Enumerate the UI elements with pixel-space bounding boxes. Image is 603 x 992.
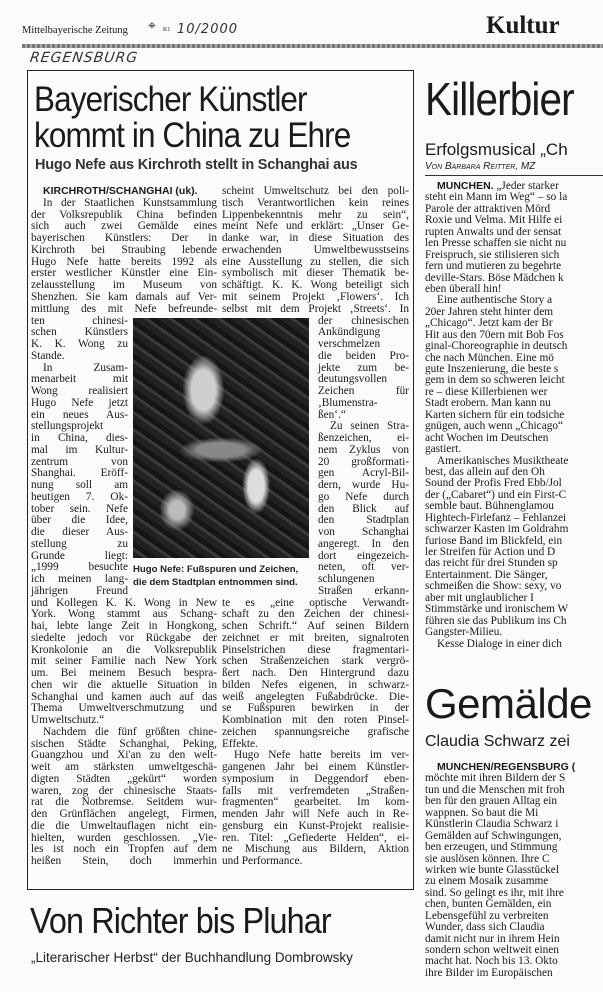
text-line: „1999 besuchte [31, 561, 128, 574]
text-line: stellung zu [31, 537, 128, 550]
text-line: ben für den grauen Alltag ein [425, 795, 558, 808]
handwritten-date: 10/2000 [177, 22, 239, 37]
text-line: hielten, wurden geschlossen. „Vie- [31, 831, 217, 844]
text-line: len Presse schaffen sie nicht nu [425, 237, 567, 250]
text-line: Hugo Nefe hatte bereits im ver- [234, 749, 409, 762]
right-article-byline: Von Barbara Reitter, MZ [425, 161, 603, 176]
text-line: gastiert. [425, 443, 462, 456]
text-line: die dieser Aus- [31, 526, 128, 538]
text-line: Kombination mit den roten Pinsel- [222, 714, 409, 726]
text-line: rupten Anwalts und der sensat [425, 225, 562, 238]
article-headline-line-2: kommt in China zu Ehre [34, 116, 351, 155]
text-line: Shanghai. Eröff- [31, 467, 128, 480]
text-line: In Zusam- [43, 361, 128, 374]
text-line: Straßen erkann- [318, 584, 409, 597]
text-line: tisch Verantwortlichen kein reines [222, 196, 409, 209]
photo-caption-line-1: Hugo Nefe: Fußspuren und Zeichen, [133, 564, 299, 575]
text-line: ‚Blumenstra- [318, 396, 378, 409]
text-line: angeregt. In den [318, 537, 409, 550]
text-line: Kesse Dialoge in einer dich [437, 637, 562, 650]
text-line: sich auch zwei Gemälde eines [31, 220, 217, 233]
right-article-body [425, 181, 603, 650]
text-line: und Kollegen K. K. Wong in New [31, 596, 217, 609]
text-line: und Performance. [222, 855, 303, 867]
text-line: deutungsvollen [318, 373, 388, 386]
text-line: re – diese Killerbienen wer [425, 385, 548, 398]
text-line: ihre Bilder im Europäischen [425, 966, 553, 979]
text-line: zentrum von [31, 455, 128, 468]
text-line: Stimmstärke und ironischem W [425, 603, 569, 616]
text-line: Thema Umweltverschmutzung und [31, 702, 217, 715]
gemaelde-subheadline: Claudia Schwarz zei [425, 733, 570, 750]
text-line: siedelte jedoch vor Rückgabe der [31, 631, 217, 644]
text-line: ßen‘.“ [318, 408, 346, 421]
text-line: dern, wurde Hu- [318, 479, 409, 491]
text-line: den Grünflächen angelegt, Firmen, [31, 808, 217, 820]
text-line: Entertainment. Die Sänger, [425, 568, 548, 581]
text-line: Hightech-Firlefanz – Fehlanzei [425, 511, 567, 524]
bottom-article-subheadline: „Literarischer Herbst“ der Buchhandlung Dombrowsky [31, 950, 353, 965]
text-line: die die Umweltauflagen nicht ein- [31, 819, 217, 832]
text-line: in China, dies- [31, 432, 128, 444]
text-line: Wong realisiert [31, 385, 128, 397]
text-line: eine Ausstellung zu stellen, die sich [222, 255, 409, 268]
text-line: die beiden Pro- [318, 349, 409, 362]
text-line: ren. Titel: „Gefiederte Helden“, ei- [222, 831, 409, 844]
section-title: Kultur [486, 12, 560, 39]
text-line: Umweltschutz.“ [31, 714, 105, 726]
text-line: deville-Stars. Böse Mädchen k [425, 271, 564, 284]
text-line: schen Künstlers [31, 326, 128, 339]
text-line: der („Cabaret“) und ein First-C [425, 488, 567, 501]
text-line: zeichnet er mit breiten, signalroten [222, 631, 409, 644]
text-line: um. Bei meinem Besuch bespra- [31, 667, 217, 679]
text-line: das reicht für drei Stunden sp [425, 557, 558, 570]
text-line: ich meinen lang- [31, 573, 128, 585]
text-line: Stande. [31, 349, 65, 362]
text-line: waren, zog der chinesische Staats- [31, 784, 217, 797]
text-line: chen, bunten Gemälden, ein [425, 898, 552, 911]
text-line: ein neues Aus- [31, 408, 128, 421]
text-line: ben erzeugen, und Stimmung [425, 841, 558, 854]
text-line: fern und mutieren zu begehrte [425, 260, 562, 273]
text-line: danke war, in diese Situation des [222, 232, 409, 244]
text-line: schwarzer Kasten im Goldrahm [425, 523, 569, 536]
newspaper-name: Mittelbayerische Zeitung [22, 25, 128, 36]
text-line: bilden Nefes eigenen, in schwarz- [222, 678, 409, 691]
text-line: Karten sichern für ein todsiche [425, 408, 565, 421]
text-line: mal im Kultur- [31, 443, 128, 456]
text-line: menarbeit mit [31, 373, 128, 386]
text-line: heißen Stein, doch immerhin [31, 855, 217, 867]
text-line: weiß angelegten Fußabdrücke. Die- [222, 690, 409, 703]
text-line: Zu seinen Stra- [330, 420, 409, 433]
right-article-dateline: MÜNCHEN. [437, 181, 494, 192]
text-line: Nachdem die fünf größten chine- [43, 725, 217, 738]
gemaelde-headline: Gemälde [425, 680, 592, 727]
col1-narrow [31, 316, 128, 598]
text-line: ßenzeichen, ei- [318, 432, 409, 444]
text-line: der chinesischen [318, 314, 409, 327]
text-line: gensburg ein Kunst-Projekt realisie- [222, 819, 409, 832]
text-line: über die Idee, [31, 514, 128, 527]
text-line: stellungsprojekt [31, 420, 104, 433]
text-line: tun und die Menschen mit froh [425, 783, 565, 796]
text-line: Roxie und Velma. Mit Hilfe ei [425, 214, 563, 227]
text-line: Amerikanisches Musiktheate [437, 454, 569, 467]
text-line: Gemälden auf Schwingungen, [425, 829, 562, 842]
text-line: Stadt erobern. Man kann nu [425, 397, 551, 410]
text-line: jekte zum be- [318, 361, 409, 374]
text-line: se Fußspuren bewirken in der [222, 702, 409, 715]
text-line: erwachenden Umweltbewusstseins [222, 243, 409, 256]
header-rule [22, 44, 603, 48]
text-line: schen Schrift.“ Auf seinen Bildern [222, 620, 409, 632]
text-line: Pinselstrichen diese fragmentari- [222, 643, 409, 656]
right-article-first-line-text: „Jeder starker [493, 181, 559, 192]
text-line: erster westlicher Künstler eine Ein- [31, 267, 217, 280]
article-dateline [31, 186, 217, 198]
text-line: Schanghai und kamen auch auf das [31, 690, 217, 703]
text-line: symbolisch mit dieser Thematik be- [222, 267, 409, 280]
text-line: furiose Band im Blickfeld, ein [425, 534, 563, 547]
text-line: macht hat. Noch bis 13. Okto [425, 955, 558, 968]
text-line: wappnen. So baut die Mi [425, 806, 539, 819]
text-line: gute Inszenierung, die beste s [425, 363, 559, 375]
text-line: führen sie das Publikum ins Ch [425, 614, 567, 627]
text-line: Lippenbekenntnis mehr zu sein“, [222, 208, 409, 221]
text-line: ginal-Choreographie in deutsch [425, 340, 568, 353]
text-line: Effekte. [222, 737, 258, 750]
text-line: Hugo Nefe jetzt [31, 396, 128, 409]
photo-caption-line-2: die dem Stadtplan entnommen sind. [133, 577, 298, 588]
page-code: K1 [163, 27, 171, 33]
col1-full [31, 598, 217, 868]
text-line: jährigen Freund [31, 584, 128, 597]
text-line: mittlung des mit Nefe befreunde- [31, 302, 217, 315]
text-line: Wunder, dass sich Claudia [425, 921, 545, 934]
text-line: von Schanghai [318, 526, 409, 538]
text-line: acht Wochen im Deutschen [425, 431, 549, 444]
right-article-subheadline: Erfolgsmusical „Ch [425, 140, 568, 159]
gemaelde-dateline: MÜNCHEN/REGENSBURG ( [437, 762, 576, 773]
text-line: schen Straßenzeichen stark vergrö- [222, 655, 409, 668]
text-line: schaft zu den Zeichen der chinesi- [222, 608, 409, 621]
col2-top [222, 186, 409, 315]
text-line: tober sein. Nefe [31, 502, 128, 515]
text-line: York. Wong stammt aus Schang- [31, 608, 217, 621]
text-line: der Volksrepublik China befinden [31, 208, 217, 221]
text-line: „Chicago“. Jetzt kam der Br [425, 317, 553, 330]
right-article-headline: Killerbier [425, 73, 574, 125]
text-line: verschmelzen [318, 338, 381, 350]
text-line: sischen Städte Schanghai, Peking, [31, 737, 217, 750]
text-line: mit seiner Familie nach New York [31, 655, 217, 668]
text-line: Gangster-Milieu. [425, 626, 503, 639]
text-line: Hit aus den 70ern mit Bob Fos [425, 328, 564, 341]
col2-narrow [318, 316, 409, 598]
crosshair-icon: ⌖ [148, 19, 156, 34]
text-line: ne Mischung aus Bildern, Aktion [222, 843, 409, 856]
text-line: Hugo Nefe hatte bereits 1992 als [31, 255, 217, 268]
text-line: bayerischen Künstlers: Der in [31, 232, 217, 244]
text-line: Shenzhen. Sie kam damals auf Ver- [31, 290, 217, 303]
text-line: ler Streifen für Action und D [425, 546, 556, 558]
text-line: sie auslösen können. Ihre C [425, 852, 550, 865]
col1-top [31, 186, 217, 315]
text-line: In der Staatlichen Kunstsammlung [43, 196, 217, 209]
text-line: Freispruch, sie stilisieren sich [425, 248, 560, 261]
text-line: schmeißen die Show: sexy, vo [425, 580, 562, 593]
article-subheadline: Hugo Nefe aus Kirchroth stellt in Schanghai aus [35, 157, 358, 173]
text-line: semble baut. Bühnenglamou [425, 500, 554, 513]
text-line: chen wir die aktuelle Situation in [31, 678, 217, 691]
col2-full [222, 598, 409, 868]
dateline-text: KIRCHROTH/SCHANGHAI (uk). [43, 185, 198, 197]
text-line: Grunde liegt: [31, 549, 128, 562]
text-line: best, das allein auf den Oh [425, 465, 545, 478]
text-line: wirken wie bunte Glasstückel [425, 863, 559, 876]
text-line: zu einem Mosaik zusamme [425, 875, 549, 888]
text-line: Kirchroth bei Straubing lebende [31, 243, 217, 256]
text-line: nem Zyklus von [318, 443, 409, 456]
text-line: schäftigt. K. K. Wong beteiligt sich [222, 279, 409, 291]
text-line: Künstlerin Claudia Schwarz i [425, 818, 559, 831]
text-line: go Nefe durch [318, 490, 409, 503]
handwritten-city: REGENSBURG [28, 50, 140, 66]
text-line: meint Nefe und erklärt: „Unser Ge- [222, 220, 409, 233]
text-line: sind. So gelingt es ihr, mit ihre [425, 886, 564, 899]
text-line: Parole der attraktiven Mörd [425, 202, 551, 215]
text-line: Kronkolonie an die Volksrepublik [31, 643, 217, 656]
text-line: hai, lebte lange Zeit in Hongkong, [31, 620, 217, 632]
text-line: sondern schon weltweit einen [425, 944, 559, 956]
text-line: ten chinesi- [31, 314, 128, 327]
text-line: te es „eine optische Verwandt- [222, 596, 409, 609]
text-line: 20er Jahren steht hinter dem [425, 305, 553, 318]
text-line: neten, oft ver- [318, 561, 409, 574]
text-line: steht ein Mann im Weg“ – so la [425, 191, 568, 204]
text-line: Eine authentische Story a [437, 294, 553, 307]
text-line: zeichen spannungsreiche grafische [222, 725, 409, 738]
text-line: ßert nach. Den Hintergrund dazu [222, 667, 409, 679]
text-line: Lebensgefühl zu verbreiten [425, 909, 549, 922]
photo-caption [133, 563, 323, 589]
text-line: falls mit verfremdeten „Straßen- [222, 784, 409, 797]
text-line: dort eingezeich- [318, 549, 409, 562]
text-line: symposium in Deggendorf eben- [222, 772, 409, 785]
text-line: selbst mit dem Projekt ‚Streets‘. In [222, 302, 409, 315]
text-line: eben überall hin! [425, 282, 502, 295]
text-line: zelausstellung im Museum von [31, 279, 217, 291]
text-line: schlungenen [318, 573, 375, 585]
text-line: gen Acryl-Bil- [318, 467, 409, 480]
text-line: 20 großformati- [318, 455, 409, 468]
gemaelde-body [425, 762, 603, 979]
text-line: mit seinem Projekt ‚Flowers‘. Ich [222, 290, 409, 303]
text-line: digten Städten „gekürt“ worden [31, 772, 217, 785]
text-line: weit am stärksten umweltgeschä- [31, 761, 217, 773]
article-headline-line-1: Bayerischer Künstler [34, 80, 307, 119]
text-line: Guangzhou und Xi'an zu den welt- [31, 749, 217, 762]
text-line: Sound der Profis Fred Ebb/Jol [425, 477, 562, 490]
text-line: scheint Umweltschutz bei den poli- [222, 185, 409, 197]
text-line: gnügen, auch wenn „Chicago“ [425, 420, 564, 433]
text-line: aber mit unglaublicher I [425, 591, 534, 604]
text-line: K. K. Wong zu [31, 338, 128, 350]
text-line: che nach München. Eine mö [425, 351, 554, 364]
text-line: damit nicht nur in ihrem Hein [425, 932, 560, 945]
text-line: rat die Notbremse. Seitdem wur- [31, 796, 217, 809]
text-line: heutigen 7. Ok- [31, 490, 128, 503]
text-line: gangenen Jahr bei einem Künstler- [222, 761, 409, 773]
text-line: Ankündigung [318, 326, 381, 339]
text-line: Zeichen für [318, 385, 409, 397]
text-line: menden Jahr will Nefe auch in Re- [222, 808, 409, 820]
text-line: fragmenten“ gearbeitet. Im kom- [222, 796, 409, 809]
artwork-photo [133, 318, 309, 558]
text-line: möchte mit ihren Bildern der S [425, 772, 566, 785]
text-line: den Blick auf [318, 502, 409, 515]
text-line: nung soll am [31, 479, 128, 491]
text-line: den Stadtplan [318, 514, 409, 527]
text-line: gem in dem so schweren leicht [425, 374, 565, 387]
bottom-article-headline: Von Richter bis Pluhar [30, 900, 331, 941]
text-line: les ist noch ein Tropfen auf dem [31, 843, 217, 856]
